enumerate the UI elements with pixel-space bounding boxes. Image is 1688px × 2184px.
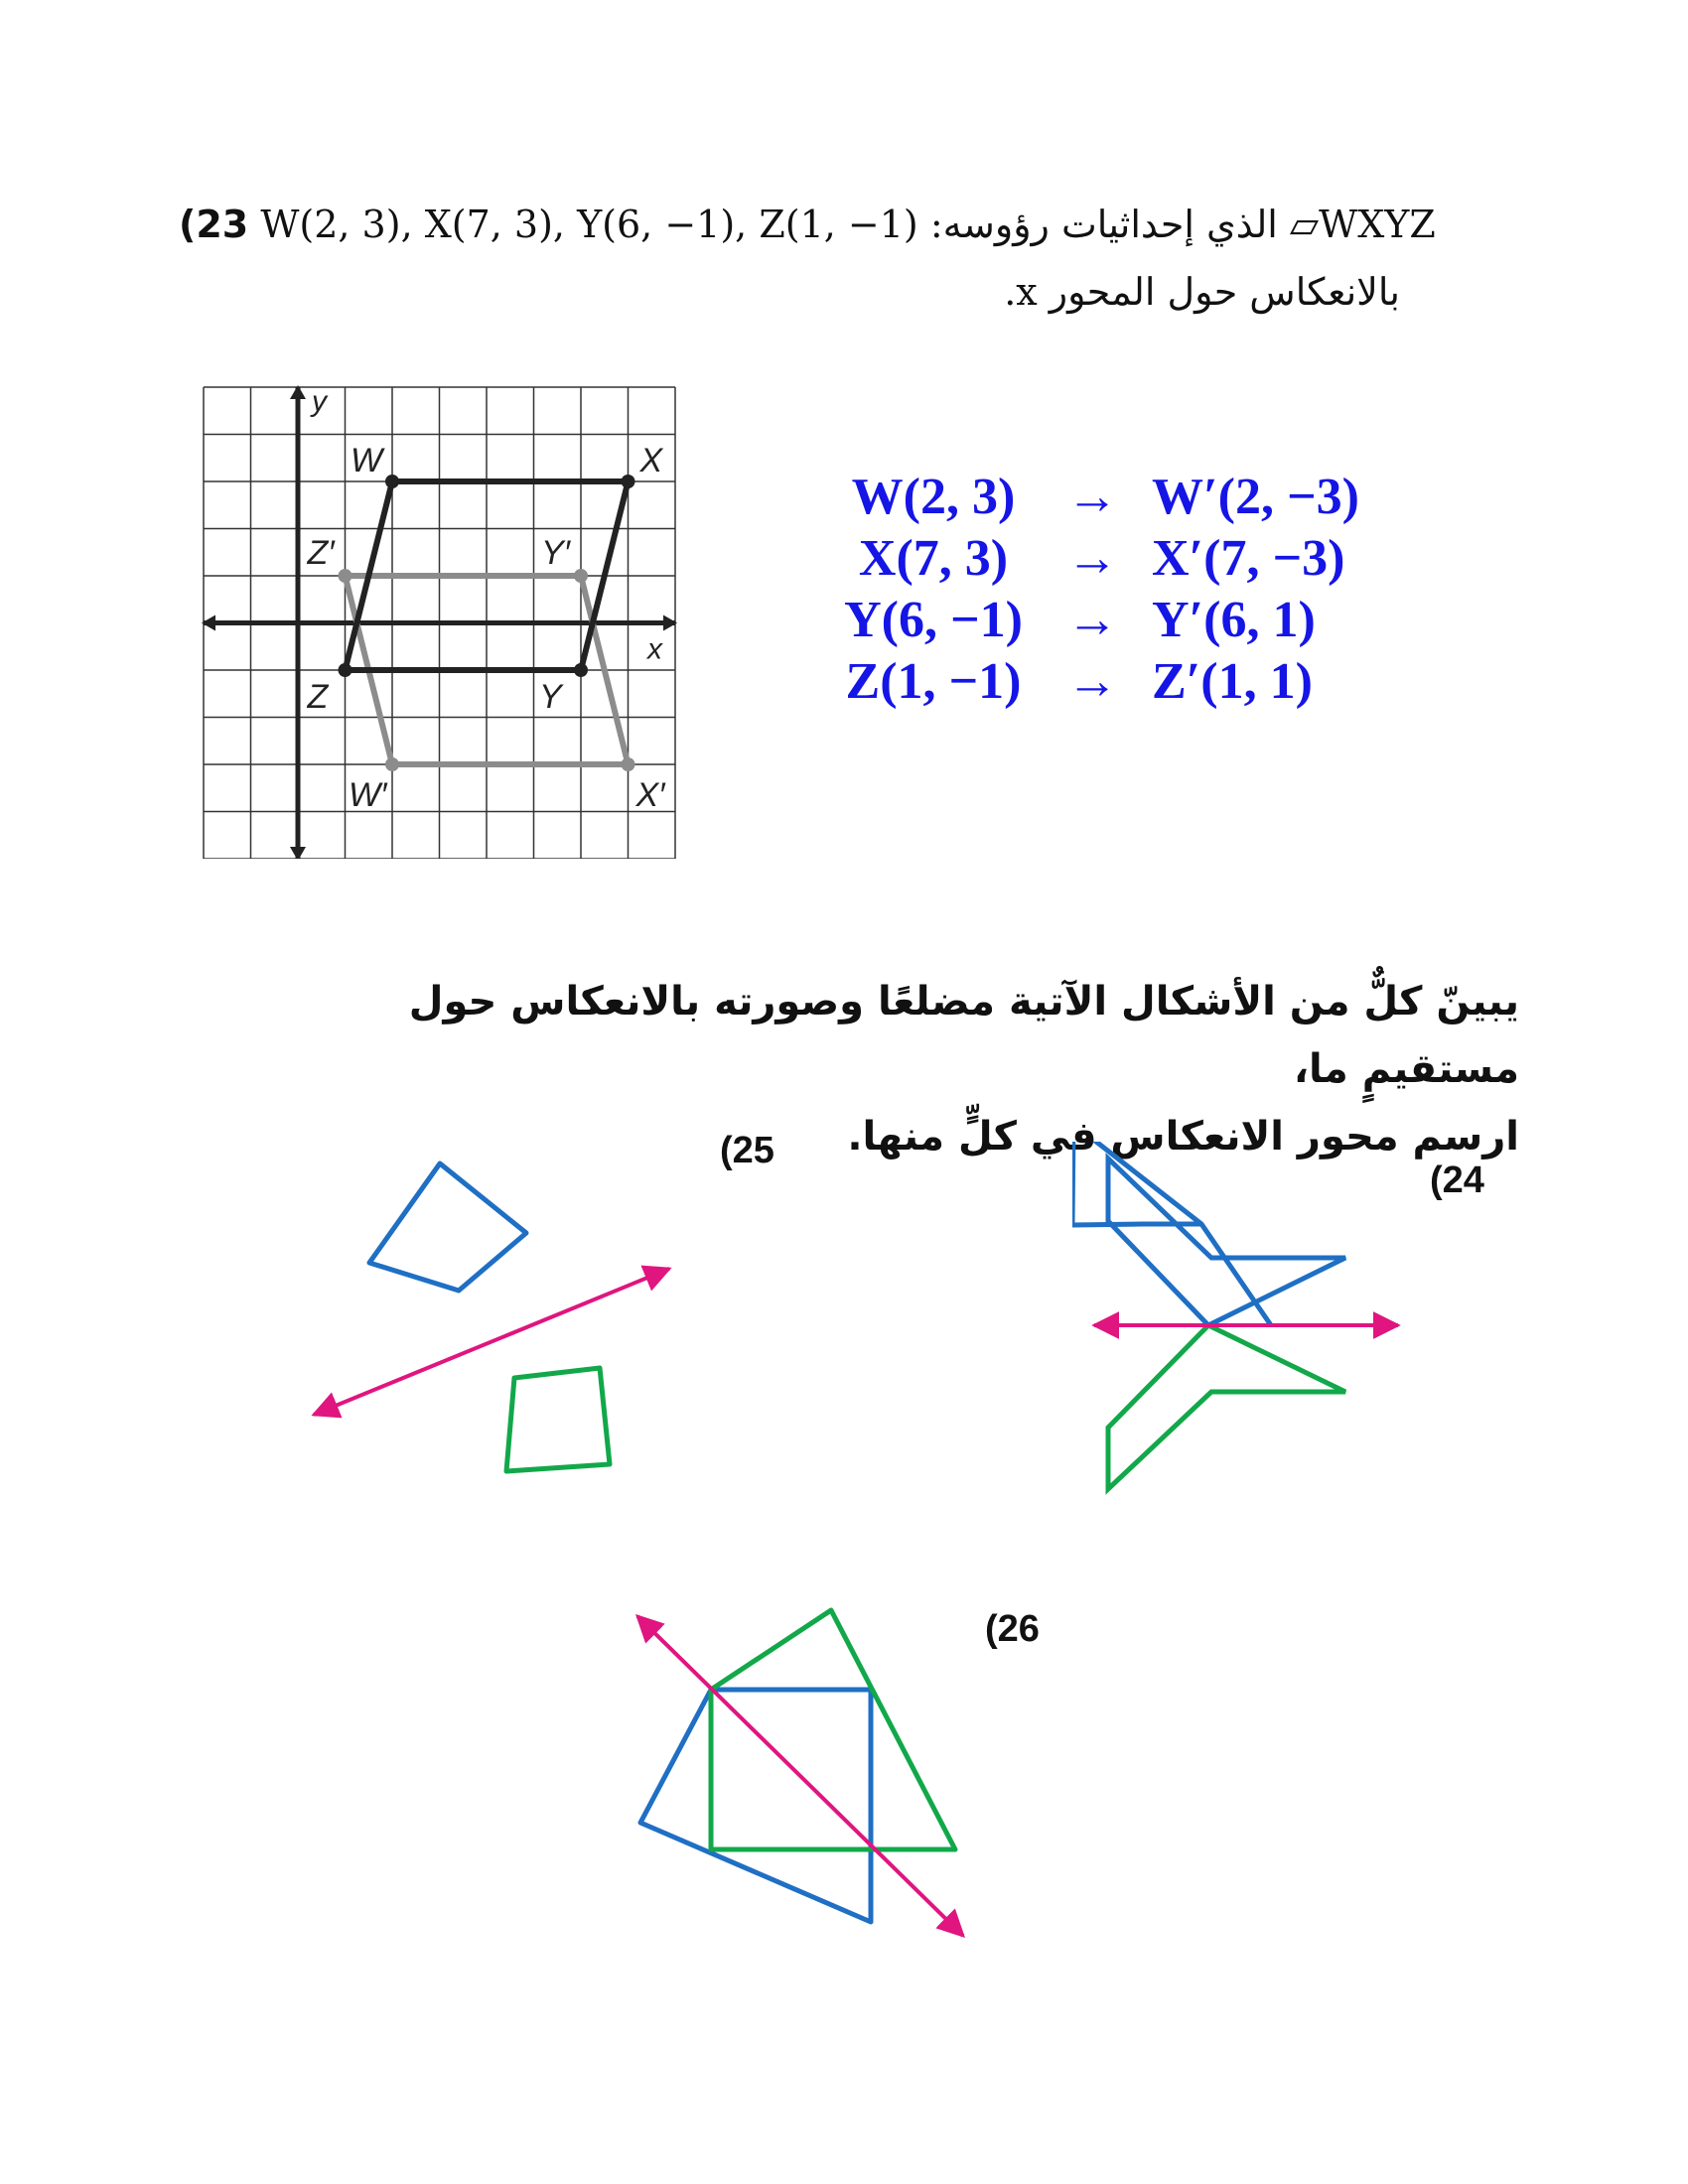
image-parallelogram-vertex — [385, 757, 399, 771]
mapping-to-w: W′(2, −3) — [1152, 469, 1359, 525]
mapping-from-w: W(2, 3) — [851, 469, 1016, 525]
y-axis-arrow-down — [290, 847, 306, 859]
image-parallelogram-vertex — [622, 757, 635, 771]
problem-23-line1: W(2, 3), X(7, 3), Y(6, −1), Z(1, −1) :الذي إحداثيات رؤوسه ▱WXYZ — [260, 203, 1436, 246]
mapping-row-y — [834, 590, 1390, 651]
label-y: Y — [539, 678, 562, 716]
label-x: X — [639, 442, 663, 479]
problem-26-number: (26 — [985, 1608, 1040, 1650]
original-parallelogram-vertex — [339, 663, 352, 677]
problem-26-figure — [626, 1588, 1003, 1956]
y-axis-label: y — [312, 385, 327, 418]
mapping-arrow-y: → — [1066, 592, 1118, 648]
mapping-row-x — [834, 528, 1390, 590]
image-parallelogram-vertex — [574, 569, 588, 583]
mapping-to-y: Y′(6, 1) — [1152, 592, 1316, 648]
label-x_prime: X′ — [635, 776, 665, 814]
p24-blue-polygon-shape — [1108, 1159, 1345, 1325]
p26-green-polygon — [711, 1610, 955, 1849]
problem-23-statement — [179, 199, 1499, 250]
mapping-from-z: Z(1, −1) — [845, 653, 1022, 710]
mapping-from-x: X(7, 3) — [858, 530, 1009, 587]
problem-23-number: (23 — [179, 203, 249, 246]
label-w: W — [351, 442, 383, 479]
p25-blue-quadrilateral — [369, 1163, 526, 1291]
problem-24-number: (24 — [1430, 1160, 1484, 1201]
mapping-arrow-x: → — [1066, 530, 1118, 587]
mapping-from-y: Y(6, −1) — [844, 592, 1023, 648]
instructions-line1: يبينّ كلٌّ من الأشكال الآتية مضلعًا وصورته بالانعكاس حول مستقيمٍ ما، — [408, 979, 1519, 1092]
coordinate-graph — [199, 382, 685, 859]
mapping-row-w — [834, 467, 1390, 528]
problem-25-figure — [298, 1152, 715, 1509]
image-parallelogram-vertex — [339, 569, 352, 583]
mapping-arrow-z: → — [1066, 653, 1118, 710]
p26-reflection-line — [637, 1616, 963, 1936]
section-instructions — [377, 968, 1519, 1170]
problem-23-line2: بالانعكاس حول المحور x. — [1004, 270, 1400, 314]
reflection-mapping — [834, 467, 1390, 713]
label-y_prime: Y′ — [541, 534, 571, 572]
problem-24-figure — [1072, 1142, 1489, 1519]
mapping-arrow-w: → — [1066, 469, 1118, 525]
p26-blue-polygon — [640, 1690, 871, 1922]
p24-blue-polygon — [1072, 1142, 1271, 1325]
mapping-row-z — [834, 651, 1390, 713]
p24-green-polygon-shape — [1108, 1325, 1345, 1489]
original-parallelogram-vertex — [574, 663, 588, 677]
mapping-to-z: Z′(1, 1) — [1152, 653, 1313, 710]
p25-green-quadrilateral — [506, 1368, 610, 1471]
x-axis-label: x — [647, 632, 662, 666]
label-z: Z — [307, 678, 329, 716]
label-z_prime: Z′ — [307, 534, 335, 572]
mapping-to-x: X′(7, −3) — [1152, 530, 1345, 587]
p25-reflection-line — [314, 1269, 669, 1415]
label-w_prime: W′ — [349, 776, 387, 814]
instructions-line2: ارسم محور الانعكاس في كلٍّ منها. — [847, 1114, 1519, 1160]
original-parallelogram-vertex — [385, 475, 399, 488]
problem-25-number: (25 — [720, 1130, 774, 1171]
original-parallelogram-vertex — [622, 475, 635, 488]
